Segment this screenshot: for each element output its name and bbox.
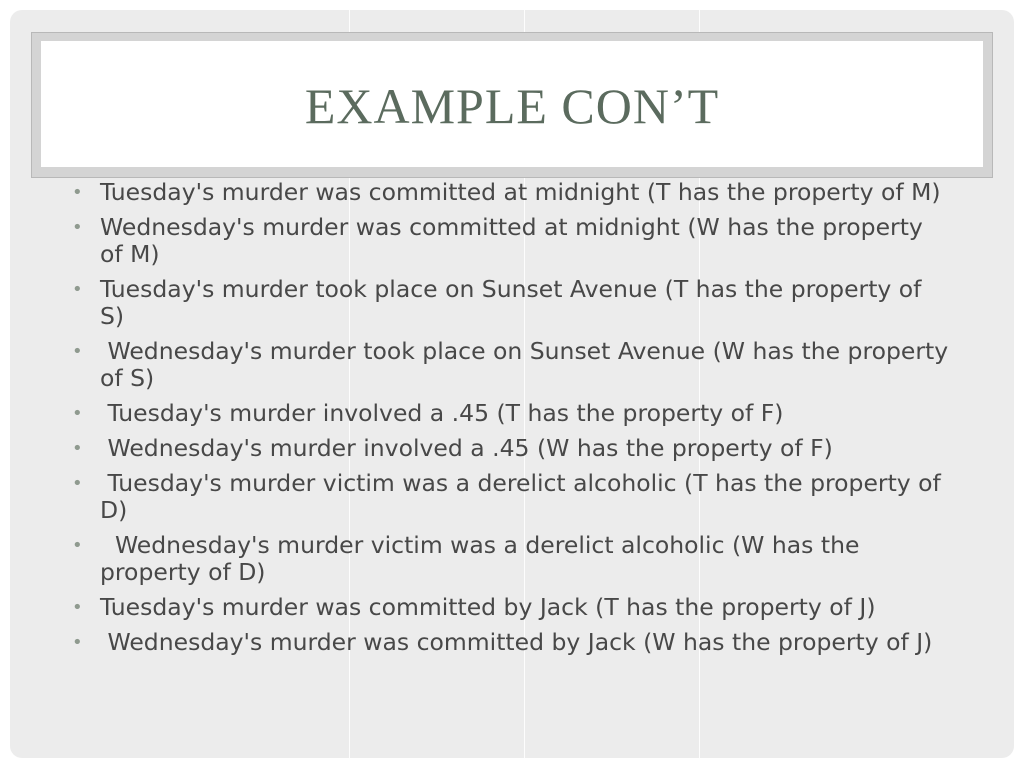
title-box	[41, 41, 983, 167]
bullet-text: Tuesday's murder involved a .45 (T has the property of F)	[100, 399, 784, 427]
bullet-icon: •	[72, 535, 83, 556]
bullet-icon: •	[72, 341, 83, 362]
bullet-text: Tuesday's murder took place on Sunset Avenue (T has the property of S)	[100, 275, 929, 330]
bullet-icon: •	[72, 632, 83, 653]
bullet-item	[70, 470, 950, 524]
bullet-icon: •	[72, 473, 83, 494]
slide-title: EXAMPLE CON’T	[304, 78, 720, 134]
bullet-item	[70, 435, 950, 462]
bullet-text: Wednesday's murder victim was a derelict alcoholic (W has the property of D)	[100, 531, 867, 586]
bullet-item	[70, 629, 950, 656]
bullet-item	[70, 276, 950, 330]
bullet-icon: •	[72, 279, 83, 300]
bullet-item	[70, 400, 950, 427]
bullet-text: Wednesday's murder took place on Sunset Avenue (W has the property of S)	[100, 337, 956, 392]
bullet-icon: •	[72, 438, 83, 459]
bullet-text: Wednesday's murder was committed at midnight (W has the property of M)	[100, 213, 931, 268]
bullet-item	[70, 214, 950, 268]
bullet-text: Tuesday's murder victim was a derelict alcoholic (T has the property of D)	[100, 469, 949, 524]
bullet-icon: •	[72, 403, 83, 424]
slide	[10, 10, 1014, 758]
bullet-text: Wednesday's murder was committed by Jack (W has the property of J)	[100, 628, 933, 656]
bullet-item	[70, 532, 950, 586]
bullet-list	[70, 178, 956, 664]
bullet-item	[70, 179, 950, 206]
bullet-text: Wednesday's murder involved a .45 (W has the property of F)	[100, 434, 833, 462]
bullet-item	[70, 337, 956, 392]
bullet-text: Tuesday's murder was committed by Jack (T has the property of J)	[100, 593, 876, 621]
bullet-icon: •	[72, 597, 83, 618]
bullet-icon: •	[72, 182, 83, 203]
bullet-text: Tuesday's murder was committed at midnight (T has the property of M)	[100, 178, 941, 206]
bullet-item	[70, 594, 950, 621]
bullet-icon: •	[72, 217, 83, 238]
